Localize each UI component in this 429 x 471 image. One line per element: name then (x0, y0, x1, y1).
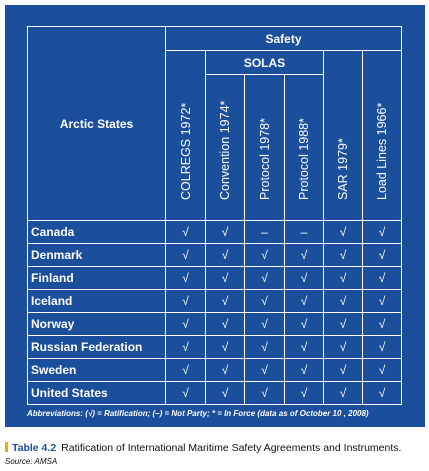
ratification-mark: √ (324, 290, 363, 313)
ratification-mark: √ (363, 267, 402, 290)
ratification-mark: √ (206, 336, 245, 359)
ratification-mark: √ (245, 290, 285, 313)
state-name: Russian Federation (28, 336, 166, 359)
ratification-mark: √ (206, 290, 245, 313)
ratification-mark: √ (285, 382, 324, 405)
state-name: Norway (28, 313, 166, 336)
column-header-label: Protocol 1978* (257, 117, 272, 200)
ratification-mark: √ (363, 244, 402, 267)
table-row (28, 290, 402, 313)
ratification-mark: – (245, 221, 285, 244)
column-header (285, 75, 324, 221)
column-header-label: SAR 1979* (336, 138, 350, 200)
header-spacer (324, 51, 363, 75)
ratification-mark: √ (285, 336, 324, 359)
ratification-mark: √ (166, 244, 206, 267)
ratification-mark: √ (324, 336, 363, 359)
column-header-label: COLREGS 1972* (178, 102, 193, 200)
source-note: Source: AMSA (5, 457, 58, 466)
ratification-mark: √ (166, 290, 206, 313)
ratification-mark: √ (324, 382, 363, 405)
ratification-mark: √ (166, 382, 206, 405)
ratification-mark: √ (285, 313, 324, 336)
ratification-mark: √ (363, 336, 402, 359)
ratification-mark: √ (206, 313, 245, 336)
column-header (245, 75, 285, 221)
ratification-mark: √ (324, 267, 363, 290)
header-spacer (363, 51, 402, 75)
ratification-mark: √ (166, 267, 206, 290)
ratification-mark: √ (206, 359, 245, 382)
ratification-mark: √ (206, 221, 245, 244)
ratification-mark: √ (245, 244, 285, 267)
abbreviations-note: Abbreviations: (√) = Ratification; (–) = Not Party; * = In Force (data as of October 10 , 2008) (27, 409, 369, 418)
column-header (166, 75, 206, 221)
ratification-mark: √ (324, 313, 363, 336)
ratification-mark: √ (363, 290, 402, 313)
ratification-mark: √ (245, 313, 285, 336)
solas-subgroup-header: SOLAS (206, 51, 324, 75)
ratification-mark: √ (324, 221, 363, 244)
ratification-mark: √ (285, 359, 324, 382)
state-name: Finland (28, 267, 166, 290)
table-row (28, 221, 402, 244)
state-name: Sweden (28, 359, 166, 382)
state-name: Iceland (28, 290, 166, 313)
table-row (28, 382, 402, 405)
column-header-label: Convention 1974* (218, 100, 232, 200)
ratification-mark: √ (363, 382, 402, 405)
state-name: Denmark (28, 244, 166, 267)
state-name: Canada (28, 221, 166, 244)
ratification-mark: √ (285, 244, 324, 267)
ratification-mark: √ (245, 359, 285, 382)
ratification-mark: √ (245, 267, 285, 290)
ratification-mark: √ (324, 244, 363, 267)
ratification-mark: √ (363, 359, 402, 382)
table-row (28, 359, 402, 382)
ratification-mark: √ (324, 359, 363, 382)
caption-text: Ratification of International Maritime Safety Agreements and Instruments. (61, 442, 402, 454)
ratification-mark: √ (285, 290, 324, 313)
table-row (28, 244, 402, 267)
column-header (324, 75, 363, 221)
ratification-mark: √ (206, 267, 245, 290)
column-header-label: Protocol 1988* (297, 117, 311, 200)
table-caption (5, 442, 401, 454)
ratification-mark: √ (285, 267, 324, 290)
column-header (206, 75, 245, 221)
ratification-mark: √ (166, 313, 206, 336)
ratification-mark: √ (206, 244, 245, 267)
ratification-mark: √ (363, 221, 402, 244)
ratification-mark: – (285, 221, 324, 244)
ratification-mark: √ (245, 382, 285, 405)
ratification-mark: √ (166, 359, 206, 382)
ratification-mark: √ (245, 336, 285, 359)
state-name: United States (28, 382, 166, 405)
column-header (363, 75, 402, 221)
state-column-header: Arctic States (28, 27, 166, 221)
ratification-mark: √ (166, 221, 206, 244)
ratification-mark: √ (166, 336, 206, 359)
table-row (28, 336, 402, 359)
caption-accent-bar (5, 442, 8, 452)
ratification-mark: √ (206, 382, 245, 405)
caption-number: Table 4.2 (12, 442, 57, 454)
safety-group-header: Safety (166, 27, 402, 51)
ratification-mark: √ (363, 313, 402, 336)
column-header-label: Load Lines 1966* (375, 102, 389, 200)
ratification-table (27, 26, 402, 405)
table-row (28, 267, 402, 290)
table-row (28, 313, 402, 336)
header-spacer (166, 51, 206, 75)
